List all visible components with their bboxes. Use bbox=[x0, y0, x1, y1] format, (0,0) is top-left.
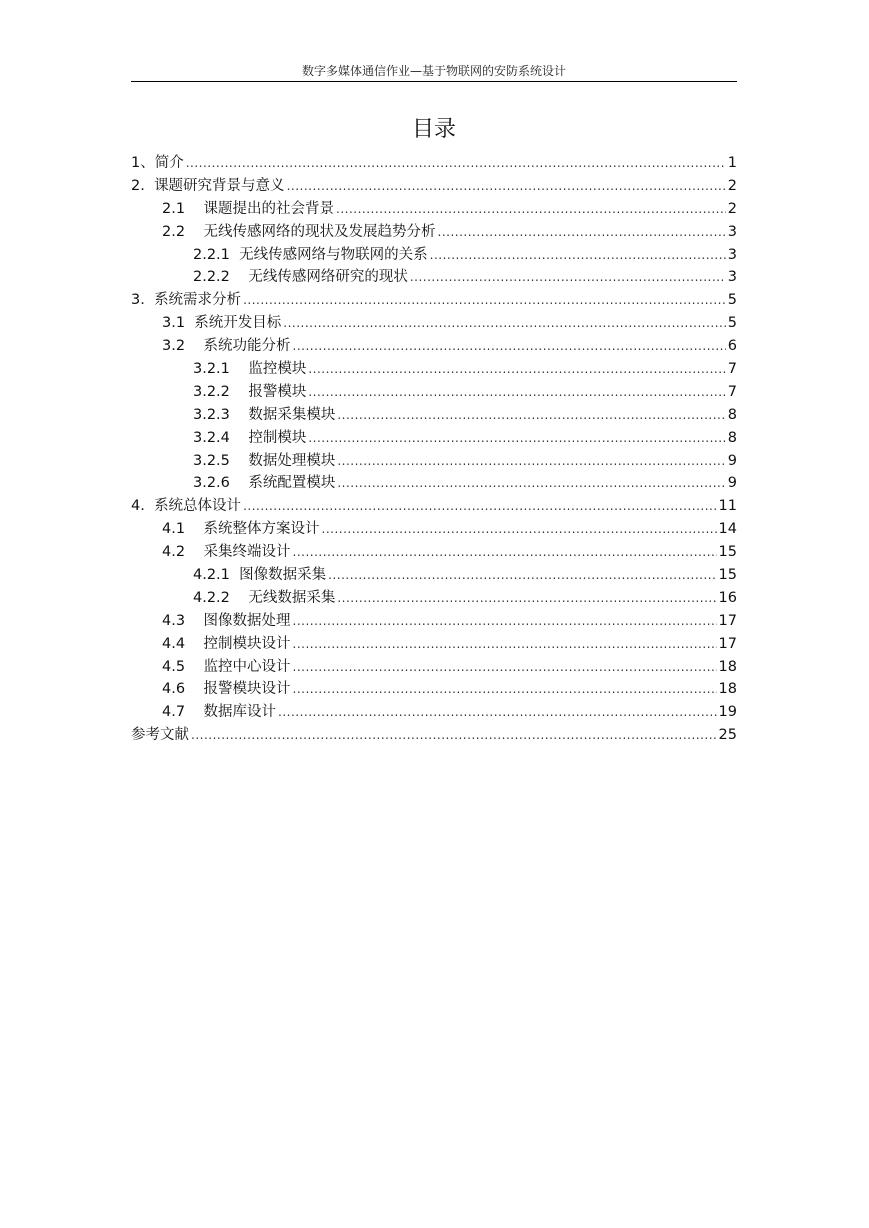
toc-entry[interactable] bbox=[131, 677, 737, 700]
toc-entry-number: 3.2.3 bbox=[193, 406, 249, 423]
toc-entry[interactable] bbox=[131, 700, 737, 723]
toc-entry-page-number: 8 bbox=[727, 406, 737, 423]
toc-entry[interactable] bbox=[131, 540, 737, 563]
toc-entry-label: 报警模块 bbox=[248, 383, 307, 400]
toc-dot-leader bbox=[243, 499, 716, 513]
toc-entry-label: 系统需求分析 bbox=[154, 292, 242, 309]
toc-entry[interactable] bbox=[131, 517, 737, 540]
toc-entry-page-number: 7 bbox=[727, 383, 737, 400]
toc-entry-label: 图像数据采集 bbox=[239, 567, 327, 584]
toc-entry-label: 无线传感网络研究的现状 bbox=[248, 269, 408, 286]
toc-dot-leader bbox=[278, 705, 717, 719]
table-of-contents bbox=[131, 151, 737, 746]
toc-entry[interactable] bbox=[131, 471, 737, 494]
toc-entry-page-number: 16 bbox=[718, 589, 737, 606]
toc-entry-label: 课题研究背景与意义 bbox=[154, 177, 285, 194]
toc-entry-number: 4.2.1 bbox=[193, 567, 240, 584]
toc-entry-page-number: 9 bbox=[727, 475, 737, 492]
toc-entry-page-number: 3 bbox=[727, 246, 737, 263]
toc-dot-leader bbox=[308, 385, 725, 399]
toc-entry-page-number: 6 bbox=[727, 338, 737, 355]
toc-entry-page-number: 15 bbox=[718, 567, 737, 584]
toc-entry-page-number: 17 bbox=[718, 612, 737, 629]
toc-entry[interactable] bbox=[131, 151, 737, 174]
toc-dot-leader bbox=[186, 156, 726, 170]
toc-entry-number: 4.5 bbox=[162, 658, 204, 675]
toc-entry[interactable] bbox=[131, 609, 737, 632]
toc-entry-number: 3.2.1 bbox=[193, 361, 249, 378]
toc-entry-number: 4.2 bbox=[162, 544, 204, 561]
toc-entry-page-number: 2 bbox=[727, 177, 737, 194]
toc-entry-page-number: 18 bbox=[718, 681, 737, 698]
toc-entry-label: 系统整体方案设计 bbox=[203, 521, 320, 538]
toc-entry-label: 课题提出的社会背景 bbox=[203, 200, 334, 217]
toc-dot-leader bbox=[287, 179, 726, 193]
toc-entry-label: 报警模块设计 bbox=[203, 681, 291, 698]
toc-entry-label: 监控模块 bbox=[248, 361, 307, 378]
toc-dot-leader bbox=[337, 454, 725, 468]
toc-dot-leader bbox=[293, 614, 717, 628]
toc-entry-number: 4. bbox=[131, 498, 155, 515]
toc-entry-label: 系统配置模块 bbox=[248, 475, 336, 492]
toc-dot-leader bbox=[293, 545, 717, 559]
toc-entry-page-number: 25 bbox=[718, 727, 737, 744]
toc-entry-label: 系统开发目标 bbox=[194, 315, 282, 332]
toc-dot-leader bbox=[337, 476, 725, 490]
toc-dot-leader bbox=[328, 568, 716, 582]
toc-entry-page-number: 18 bbox=[718, 658, 737, 675]
toc-entry-number: 4.3 bbox=[162, 612, 204, 629]
toc-entry-label: 无线传感网络的现状及发展趋势分析 bbox=[203, 223, 436, 240]
toc-entry-number: 2.2.1 bbox=[193, 246, 240, 263]
toc-entry[interactable] bbox=[131, 174, 737, 197]
toc-entry-page-number: 7 bbox=[727, 361, 737, 378]
toc-entry-number: 2. bbox=[131, 177, 155, 194]
toc-entry[interactable] bbox=[131, 632, 737, 655]
toc-entry-page-number: 3 bbox=[727, 223, 737, 240]
toc-entry-label: 系统功能分析 bbox=[203, 338, 291, 355]
toc-entry-number: 1、 bbox=[131, 155, 155, 171]
running-header: 数字多媒体通信作业—基于物联网的安防系统设计 bbox=[301, 64, 566, 78]
toc-entry[interactable] bbox=[131, 494, 737, 517]
toc-entry[interactable] bbox=[131, 197, 737, 220]
toc-entry-page-number: 14 bbox=[718, 521, 737, 538]
toc-dot-leader bbox=[293, 682, 717, 696]
toc-entry[interactable] bbox=[131, 334, 737, 357]
toc-title: 目录 bbox=[411, 117, 456, 142]
toc-entry[interactable] bbox=[131, 288, 737, 311]
toc-entry-label: 数据库设计 bbox=[203, 704, 276, 721]
toc-entry-page-number: 9 bbox=[727, 452, 737, 469]
toc-entry-number: 4.2.2 bbox=[193, 589, 249, 606]
toc-entry-page-number: 19 bbox=[718, 704, 737, 721]
toc-dot-leader bbox=[293, 339, 726, 353]
toc-dot-leader bbox=[191, 728, 717, 742]
toc-entry-label: 无线传感网络与物联网的关系 bbox=[239, 246, 428, 263]
toc-entry-number: 4.6 bbox=[162, 681, 204, 698]
toc-entry[interactable] bbox=[131, 426, 737, 449]
toc-dot-leader bbox=[293, 660, 717, 674]
toc-entry-number: 3.1 bbox=[162, 315, 195, 332]
toc-entry[interactable] bbox=[131, 586, 737, 609]
toc-entry[interactable] bbox=[131, 243, 737, 266]
toc-entry[interactable] bbox=[131, 265, 737, 288]
toc-entry-page-number: 5 bbox=[727, 292, 737, 309]
toc-dot-leader bbox=[337, 591, 716, 605]
toc-entry-label: 控制模块设计 bbox=[203, 635, 291, 652]
toc-dot-leader bbox=[336, 202, 726, 216]
toc-dot-leader bbox=[438, 225, 726, 239]
toc-entry[interactable] bbox=[131, 380, 737, 403]
toc-dot-leader bbox=[322, 522, 717, 536]
toc-entry-number: 3.2.5 bbox=[193, 452, 249, 469]
toc-dot-leader bbox=[293, 637, 717, 651]
toc-entry-number: 3.2 bbox=[162, 338, 204, 355]
toc-entry-number: 3.2.6 bbox=[193, 475, 249, 492]
toc-entry-page-number: 8 bbox=[727, 429, 737, 446]
toc-entry-number: 3. bbox=[131, 292, 155, 309]
toc-entry-number: 4.4 bbox=[162, 635, 204, 652]
toc-dot-leader bbox=[283, 316, 725, 330]
toc-entry-number: 2.2 bbox=[162, 223, 204, 240]
toc-dot-leader bbox=[337, 408, 725, 422]
toc-entry-page-number: 3 bbox=[727, 269, 737, 286]
toc-entry-label: 图像数据处理 bbox=[203, 612, 291, 629]
toc-entry[interactable] bbox=[131, 311, 737, 334]
toc-entry[interactable] bbox=[131, 655, 737, 678]
toc-entry-page-number: 11 bbox=[718, 498, 737, 515]
toc-entry[interactable] bbox=[131, 449, 737, 472]
toc-entry-number: 2.2.2 bbox=[193, 269, 249, 286]
toc-entry-number: 3.2.2 bbox=[193, 383, 249, 400]
toc-entry-label: 控制模块 bbox=[248, 429, 307, 446]
toc-dot-leader bbox=[410, 270, 726, 284]
toc-entry-label: 简介 bbox=[154, 155, 184, 171]
toc-dot-leader bbox=[243, 293, 726, 307]
toc-entry[interactable] bbox=[131, 220, 737, 243]
toc-entry-label: 采集终端设计 bbox=[203, 544, 291, 561]
header-rule bbox=[131, 81, 737, 82]
toc-entry-number: 3.2.4 bbox=[193, 429, 249, 446]
toc-entry-label: 系统总体设计 bbox=[154, 498, 242, 515]
toc-entry-number: 2.1 bbox=[162, 200, 204, 217]
toc-entry-number: 4.7 bbox=[162, 704, 204, 721]
toc-entry-label: 监控中心设计 bbox=[203, 658, 291, 675]
toc-entry-page-number: 15 bbox=[718, 544, 737, 561]
toc-entry-page-number: 5 bbox=[727, 315, 737, 332]
toc-entry-page-number: 2 bbox=[727, 200, 737, 217]
toc-entry-page-number: 17 bbox=[718, 635, 737, 652]
toc-entry[interactable] bbox=[131, 357, 737, 380]
toc-entry-label: 数据处理模块 bbox=[248, 452, 336, 469]
toc-dot-leader bbox=[308, 431, 725, 445]
toc-entry[interactable] bbox=[131, 403, 737, 426]
toc-entry-label: 数据采集模块 bbox=[248, 406, 336, 423]
toc-entry-label: 参考文献 bbox=[131, 727, 189, 744]
toc-entry-number: 4.1 bbox=[162, 521, 204, 538]
toc-dot-leader bbox=[430, 248, 726, 262]
toc-entry-page-number: 1 bbox=[727, 155, 737, 171]
toc-dot-leader bbox=[308, 362, 725, 376]
toc-entry[interactable] bbox=[131, 563, 737, 586]
toc-entry-label: 无线数据采集 bbox=[248, 589, 336, 606]
toc-entry[interactable] bbox=[131, 723, 737, 746]
